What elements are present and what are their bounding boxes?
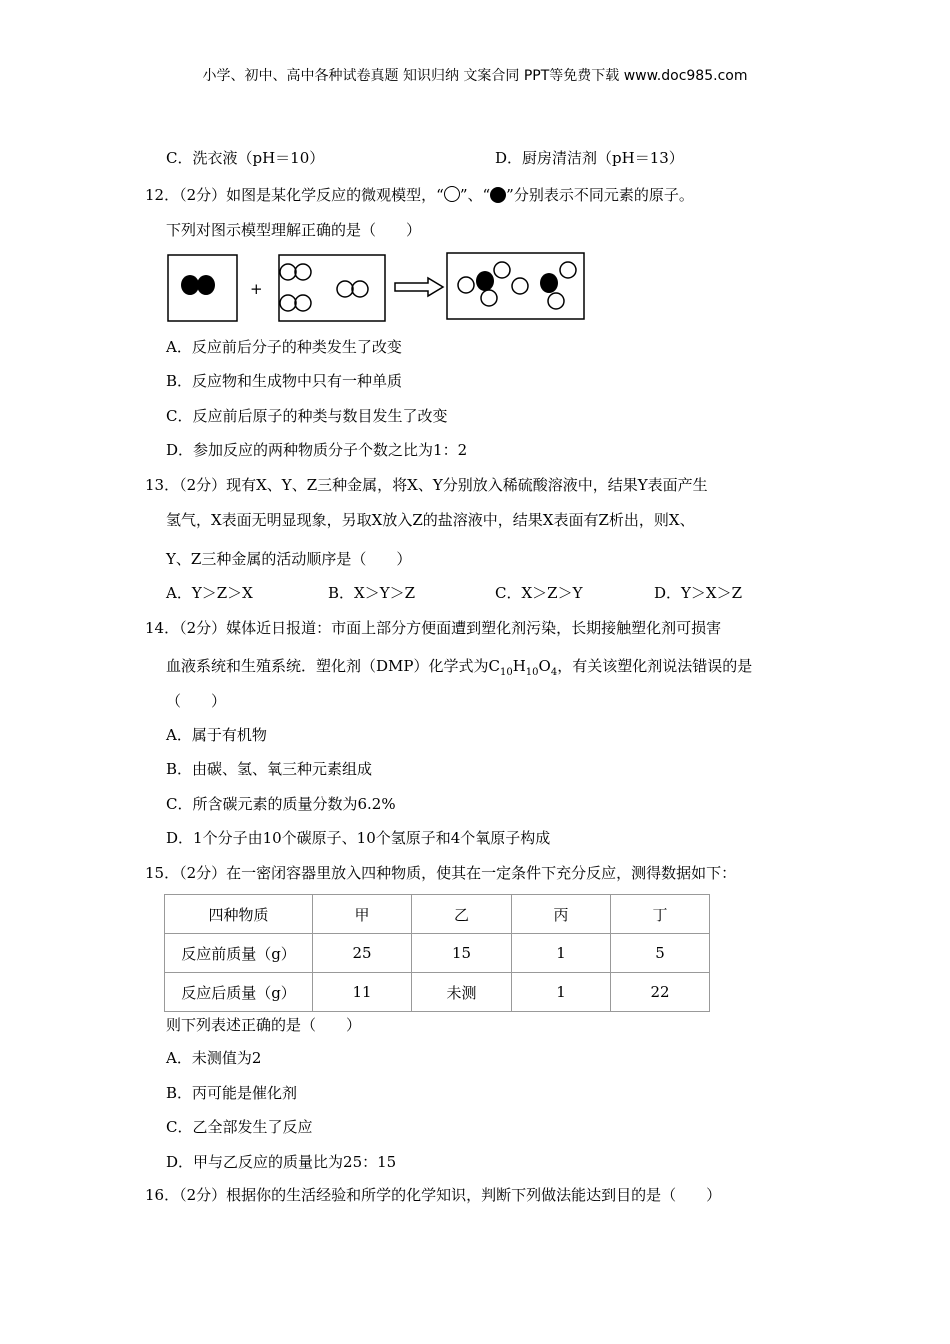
q15-option-a: A．未测值为2	[166, 1049, 262, 1067]
q11-option-c: C．洗衣液（pH＝10）	[166, 149, 325, 167]
table-cell: 11	[313, 973, 412, 1012]
q15-after: 则下列表述正确的是（ ）	[166, 1016, 362, 1034]
q13-option-a: A．Y＞Z＞X	[166, 584, 253, 602]
subscript: 4	[550, 667, 558, 678]
plus-sign: +	[250, 280, 263, 298]
table-cell: 丁	[611, 895, 710, 934]
subscript: 10	[525, 667, 539, 678]
q15-stem: 15．（2分）在一密闭容器里放入四种物质，使其在一定条件下充分反应，测得数据如下：	[145, 864, 737, 882]
table-cell: 丙	[512, 895, 611, 934]
q13-stem-1: 13．（2分）现有X、Y、Z三种金属，将X、Y分别放入稀硫酸溶液中，结果Y表面产生	[145, 476, 708, 494]
reactant-box-2	[279, 255, 385, 321]
reaction-diagram	[160, 250, 600, 326]
q13-option-c: C．X＞Z＞Y	[495, 584, 583, 602]
q12-stem-part: ”分别表示不同元素的原子。	[506, 186, 694, 204]
table-cell: 1	[512, 934, 611, 973]
q13-stem-3: Y、Z三种金属的活动顺序是（ ）	[166, 550, 412, 568]
q12-stem-part: ”、“	[459, 186, 491, 204]
q11-option-d: D．厨房清洁剂（pH＝13）	[495, 149, 684, 167]
table-cell: 反应前质量（g）	[165, 934, 313, 973]
q14-stem-part: 血液系统和生殖系统．塑化剂（DMP）化学式为C	[166, 657, 500, 675]
table-cell: 25	[313, 934, 412, 973]
q13-option-d: D．Y＞X＞Z	[654, 584, 743, 602]
table-cell: 四种物质	[165, 895, 313, 934]
q13-stem-2: 氢气，X表面无明显现象，另取X放入Z的盐溶液中，结果X表面有Z析出，则X、	[166, 511, 695, 529]
q13-option-b: B．X＞Y＞Z	[328, 584, 416, 602]
subscript: 10	[499, 667, 513, 678]
q15-option-c: C．乙全部发生了反应	[166, 1118, 313, 1136]
formula-part: O	[538, 657, 551, 675]
table-cell: 甲	[313, 895, 412, 934]
table-cell: 5	[611, 934, 710, 973]
q12-option-b: B．反应物和生成物中只有一种单质	[166, 372, 403, 390]
table-cell: 乙	[412, 895, 512, 934]
q12-option-d: D．参加反应的两种物质分子个数之比为1：2	[166, 441, 468, 459]
formula-part: H	[512, 657, 526, 675]
page-header: 小学、初中、高中各种试卷真题 知识归纳 文案合同 PPT等免费下载 www.doc985.com	[202, 68, 748, 84]
q14-option-d: D．1个分子由10个碳原子、10个氢原子和4个氧原子构成	[166, 829, 551, 847]
q12-stem-part: 12．（2分）如图是某化学反应的微观模型，“	[145, 186, 444, 204]
q12-stem-2: 下列对图示模型理解正确的是（ ）	[166, 221, 422, 239]
q12-option-c: C．反应前后原子的种类与数目发生了改变	[166, 407, 448, 425]
q14-stem-1: 14．（2分）媒体近日报道：市面上部分方便面遭到塑化剂污染，长期接触塑化剂可损害	[145, 619, 722, 637]
q14-stem-2	[166, 656, 752, 683]
q15-option-d: D．甲与乙反应的质量比为25：15	[166, 1153, 397, 1171]
q14-stem-part: ，有关该塑化剂说法错误的是	[557, 657, 753, 675]
q12-option-a: A．反应前后分子的种类发生了改变	[166, 338, 402, 356]
q14-option-b: B．由碳、氢、氧三种元素组成	[166, 760, 373, 778]
q16-stem: 16．（2分）根据你的生活经验和所学的化学知识，判断下列做法能达到目的是（ ）	[145, 1186, 722, 1204]
table-cell: 未测	[412, 973, 512, 1012]
table-row	[165, 973, 710, 1012]
q15-data-table	[164, 894, 710, 1012]
q15-option-b: B．丙可能是催化剂	[166, 1084, 298, 1102]
q14-stem-3: （ ）	[166, 692, 227, 710]
table-row	[165, 934, 710, 973]
q12-stem	[145, 185, 694, 205]
table-cell: 反应后质量（g）	[165, 973, 313, 1012]
table-cell: 22	[611, 973, 710, 1012]
table-cell: 1	[512, 973, 611, 1012]
table-row	[165, 895, 710, 934]
q14-option-c: C．所含碳元素的质量分数为6.2%	[166, 795, 396, 813]
table-cell: 15	[412, 934, 512, 973]
black-atom-icon	[490, 187, 506, 203]
white-atom-icon	[444, 186, 460, 202]
q14-option-a: A．属于有机物	[166, 726, 267, 744]
